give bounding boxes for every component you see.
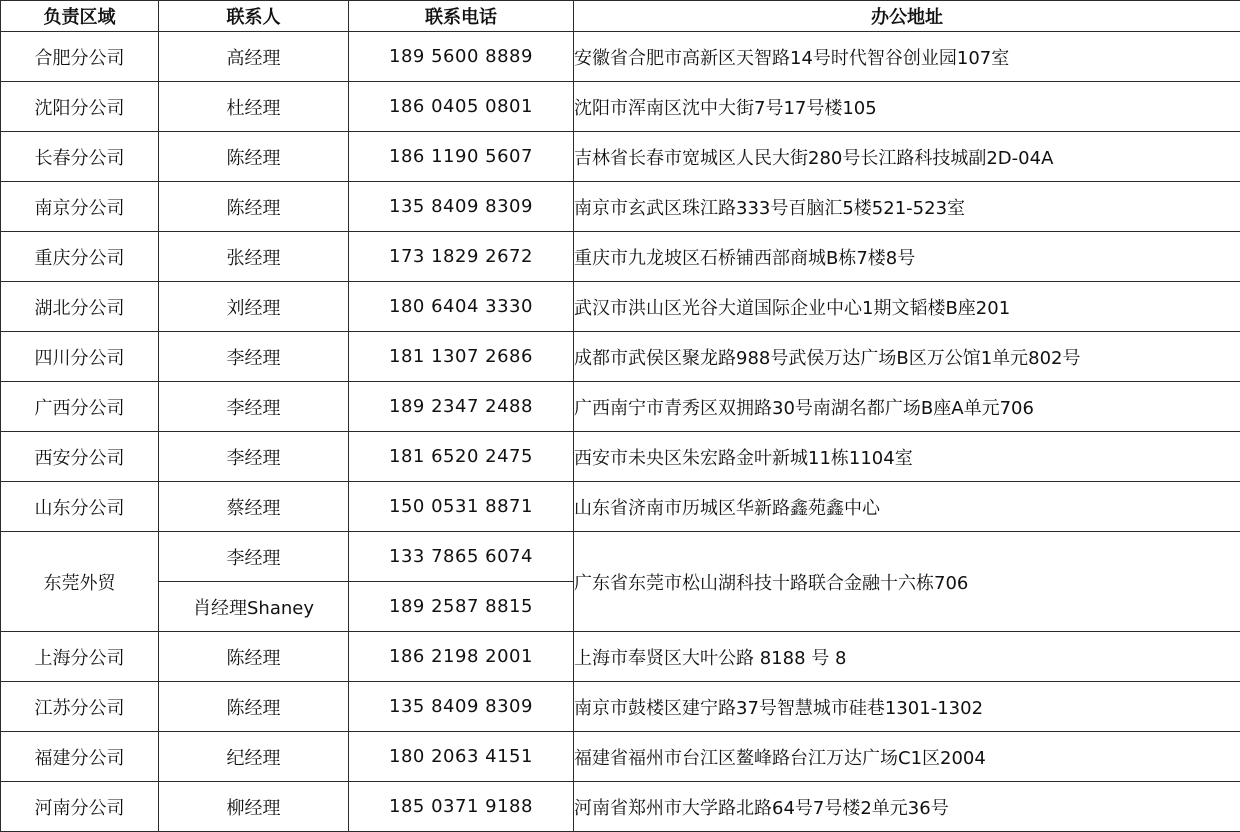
cell-person: 蔡经理: [159, 482, 349, 532]
cell-region: 合肥分公司: [1, 32, 159, 82]
cell-person: 陈经理: [159, 632, 349, 682]
cell-address: 山东省济南市历城区华新路鑫苑鑫中心: [574, 482, 1240, 532]
cell-address: 吉林省长春市宽城区人民大街280号长江路科技城副2D-04A: [574, 132, 1240, 182]
cell-person: 高经理: [159, 32, 349, 82]
cell-address: 武汉市洪山区光谷大道国际企业中心1期文韬楼B座201: [574, 282, 1240, 332]
table-row-dongguan-1: [1, 532, 1240, 582]
cell-region: 长春分公司: [1, 132, 159, 182]
cell-address: 南京市鼓楼区建宁路37号智慧城市硅巷1301-1302: [574, 682, 1240, 732]
header-address: 办公地址: [574, 1, 1240, 32]
cell-phone: 181 1307 2686: [349, 332, 574, 382]
cell-person: 杜经理: [159, 82, 349, 132]
cell-address: 福建省福州市台江区鳌峰路台江万达广场C1区2004: [574, 732, 1240, 782]
cell-phone: 186 0405 0801: [349, 82, 574, 132]
cell-person: 李经理: [159, 332, 349, 382]
cell-address: 河南省郑州市大学路北路64号7号楼2单元36号: [574, 782, 1240, 832]
cell-region: 广西分公司: [1, 382, 159, 432]
cell-region: 河南分公司: [1, 782, 159, 832]
table-row: [1, 732, 1240, 782]
cell-phone: 135 8409 8309: [349, 682, 574, 732]
cell-region: 沈阳分公司: [1, 82, 159, 132]
cell-region-merged: 东莞外贸: [1, 532, 159, 632]
cell-person: 刘经理: [159, 282, 349, 332]
cell-region: 四川分公司: [1, 332, 159, 382]
cell-phone: 180 6404 3330: [349, 282, 574, 332]
cell-person: 陈经理: [159, 682, 349, 732]
cell-person: 陈经理: [159, 182, 349, 232]
header-region: 负责区域: [1, 1, 159, 32]
cell-person: 李经理: [159, 432, 349, 482]
cell-person: 张经理: [159, 232, 349, 282]
cell-region: 南京分公司: [1, 182, 159, 232]
table-row: [1, 482, 1240, 532]
cell-phone: 173 1829 2672: [349, 232, 574, 282]
cell-phone: 133 7865 6074: [349, 532, 574, 582]
table-body: [1, 32, 1240, 832]
table-row: [1, 182, 1240, 232]
table-row: [1, 232, 1240, 282]
cell-address-merged: 广东省东莞市松山湖科技十路联合金融十六栋706: [574, 532, 1240, 632]
table-row: [1, 32, 1240, 82]
cell-person: 纪经理: [159, 732, 349, 782]
cell-phone: 185 0371 9188: [349, 782, 574, 832]
cell-region: 湖北分公司: [1, 282, 159, 332]
table-row: [1, 382, 1240, 432]
table-header: [1, 1, 1240, 32]
cell-address: 广西南宁市青秀区双拥路30号南湖名都广场B座A单元706: [574, 382, 1240, 432]
header-phone: 联系电话: [349, 1, 574, 32]
table-row: [1, 632, 1240, 682]
cell-address: 上海市奉贤区大叶公路 8188 号 8: [574, 632, 1240, 682]
table-row: [1, 132, 1240, 182]
header-person: 联系人: [159, 1, 349, 32]
cell-region: 江苏分公司: [1, 682, 159, 732]
table-row: [1, 282, 1240, 332]
cell-phone: 189 2347 2488: [349, 382, 574, 432]
cell-address: 重庆市九龙坡区石桥铺西部商城B栋7楼8号: [574, 232, 1240, 282]
cell-phone: 189 5600 8889: [349, 32, 574, 82]
cell-phone: 180 2063 4151: [349, 732, 574, 782]
table-row: [1, 432, 1240, 482]
table-row: [1, 332, 1240, 382]
cell-person: 肖经理Shaney: [159, 582, 349, 632]
cell-address: 沈阳市浑南区沈中大街7号17号楼105: [574, 82, 1240, 132]
cell-phone: 189 2587 8815: [349, 582, 574, 632]
table-row: [1, 782, 1240, 832]
cell-person: 李经理: [159, 532, 349, 582]
cell-region: 山东分公司: [1, 482, 159, 532]
cell-address: 成都市武侯区聚龙路988号武侯万达广场B区万公馆1单元802号: [574, 332, 1240, 382]
cell-region: 福建分公司: [1, 732, 159, 782]
table-row: [1, 82, 1240, 132]
cell-person: 李经理: [159, 382, 349, 432]
header-row: [1, 1, 1240, 32]
table-row: [1, 682, 1240, 732]
cell-phone: 181 6520 2475: [349, 432, 574, 482]
cell-address: 南京市玄武区珠江路333号百脑汇5楼521-523室: [574, 182, 1240, 232]
cell-person: 陈经理: [159, 132, 349, 182]
cell-region: 重庆分公司: [1, 232, 159, 282]
cell-region: 西安分公司: [1, 432, 159, 482]
cell-address: 安徽省合肥市高新区天智路14号时代智谷创业园107室: [574, 32, 1240, 82]
cell-address: 西安市未央区朱宏路金叶新城11栋1104室: [574, 432, 1240, 482]
cell-phone: 150 0531 8871: [349, 482, 574, 532]
cell-phone: 135 8409 8309: [349, 182, 574, 232]
cell-phone: 186 1190 5607: [349, 132, 574, 182]
cell-phone: 186 2198 2001: [349, 632, 574, 682]
cell-region: 上海分公司: [1, 632, 159, 682]
cell-person: 柳经理: [159, 782, 349, 832]
